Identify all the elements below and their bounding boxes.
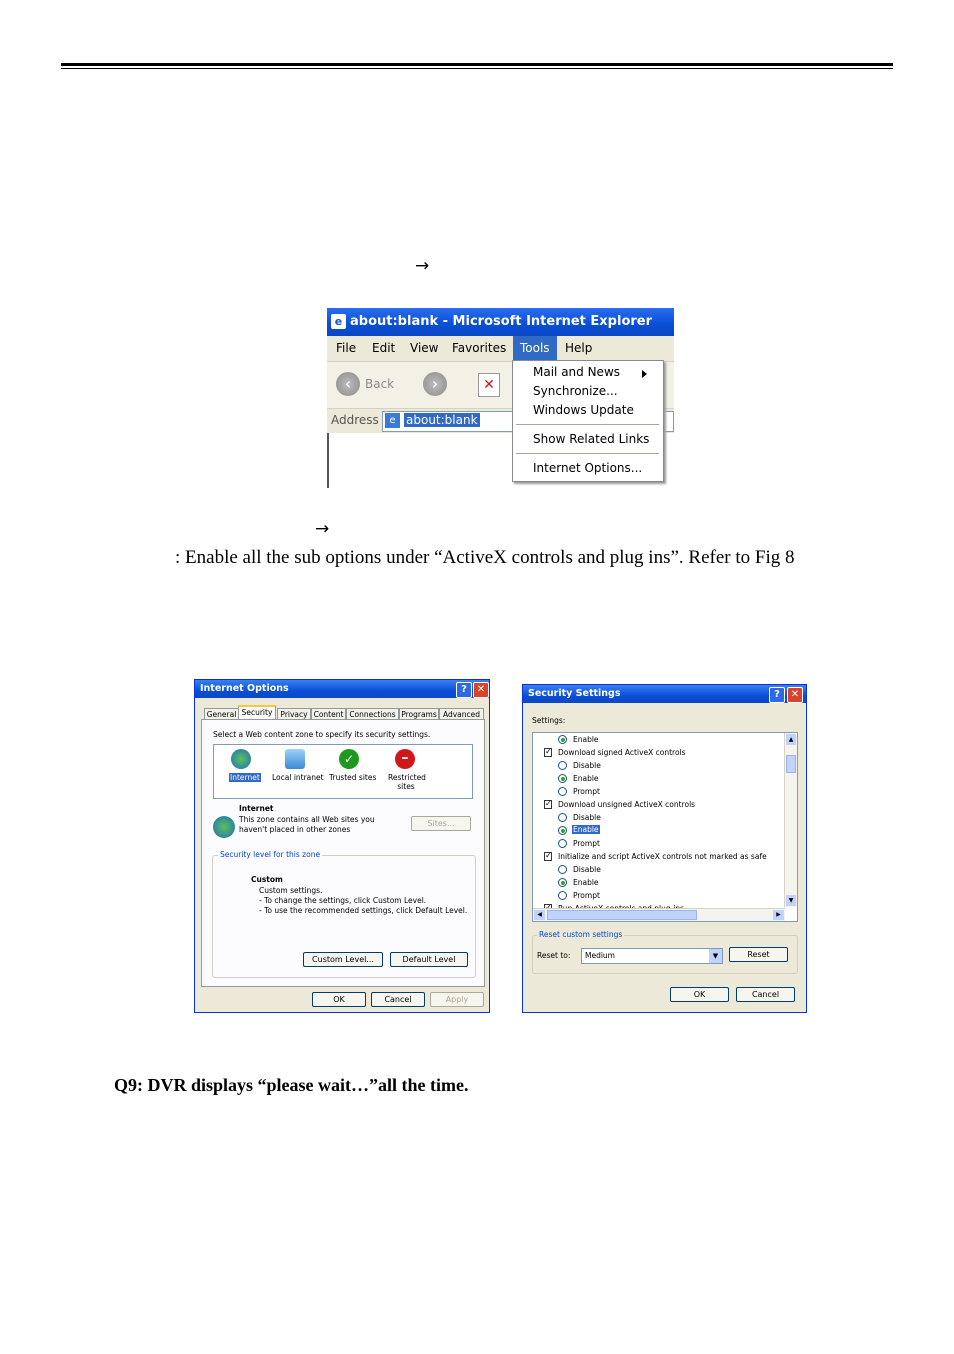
radio-disable[interactable] xyxy=(558,813,567,822)
custom-line1: Custom settings. xyxy=(259,886,323,895)
security-tab-panel xyxy=(201,719,485,987)
opt-prompt: Prompt xyxy=(573,839,600,848)
opt-disable: Disable xyxy=(573,761,601,770)
menu-edit[interactable]: Edit xyxy=(372,341,396,355)
opt-prompt: Prompt xyxy=(573,787,600,796)
zone-internet[interactable]: Internet xyxy=(230,773,260,782)
reset-button[interactable]: Reset xyxy=(729,947,788,962)
opt-enable: Enable xyxy=(573,774,599,783)
radio-enable[interactable] xyxy=(558,774,567,783)
tools-dropdown-menu xyxy=(512,360,664,482)
menu-help[interactable]: Help xyxy=(565,341,593,355)
cancel-button[interactable]: Cancel xyxy=(371,992,425,1007)
header-rule-thin xyxy=(61,68,893,69)
internet-globe-icon[interactable] xyxy=(231,749,251,769)
opt-disable: Disable xyxy=(573,813,601,822)
activex-setting-icon xyxy=(544,748,552,757)
page-icon: e xyxy=(385,413,400,428)
stop-icon[interactable]: ✕ xyxy=(478,373,500,397)
close-icon[interactable]: ✕ xyxy=(787,687,803,703)
security-settings-title-bar xyxy=(523,685,806,703)
tab-security[interactable]: Security xyxy=(238,705,276,721)
ie-page-icon: e xyxy=(331,314,346,329)
menu-item-show-related-links[interactable]: Show Related Links xyxy=(533,432,650,446)
internet-options-dialog xyxy=(194,679,490,1013)
dialog-title: Security Settings xyxy=(528,688,621,699)
menu-view[interactable]: View xyxy=(410,341,439,355)
menu-item-windows-update[interactable]: Windows Update xyxy=(533,403,634,417)
header-rule-thick xyxy=(61,63,893,66)
opt-enable: Enable xyxy=(573,735,599,744)
back-label[interactable]: Back xyxy=(365,377,395,391)
reset-group-label: Reset custom settings xyxy=(539,930,623,939)
opt-prompt: Prompt xyxy=(573,891,600,900)
restricted-sites-icon[interactable]: – xyxy=(395,749,415,769)
opt-enable: Enable xyxy=(573,878,599,887)
sites-button[interactable]: Sites... xyxy=(411,816,471,831)
custom-level-button[interactable]: Custom Level... xyxy=(303,952,383,967)
q9-heading: Q9: DVR displays “please wait…”all the time. xyxy=(114,1075,469,1095)
menu-favorites[interactable]: Favorites xyxy=(452,341,507,355)
tab-advanced[interactable]: Advanced xyxy=(439,708,484,720)
tab-privacy[interactable]: Privacy xyxy=(277,708,311,720)
ie-title-bar xyxy=(327,308,674,336)
reset-to-value: Medium xyxy=(585,951,615,960)
radio-disable[interactable] xyxy=(558,761,567,770)
ok-button[interactable]: OK xyxy=(670,987,729,1002)
security-settings-dialog xyxy=(522,684,807,1013)
arrow-2: → xyxy=(315,519,330,539)
reset-to-select[interactable] xyxy=(581,948,723,964)
activex-setting-icon xyxy=(544,852,552,861)
menu-separator xyxy=(516,453,659,454)
back-arrow-icon[interactable]: ‹ xyxy=(336,372,360,396)
ie-title: about:blank - Microsoft Internet Explorer xyxy=(350,314,653,329)
trusted-sites-check-icon[interactable]: ✓ xyxy=(339,749,359,769)
zone-restricted-sites[interactable]: Restricted sites xyxy=(388,773,426,791)
internet-options-title-bar xyxy=(195,680,489,698)
scroll-right-icon[interactable]: ▶ xyxy=(773,910,784,920)
submenu-arrow-icon xyxy=(642,370,647,378)
group-download-unsigned: Download unsigned ActiveX controls xyxy=(558,800,696,809)
radio-enable[interactable] xyxy=(558,735,567,744)
radio-enable[interactable] xyxy=(558,878,567,887)
tab-content[interactable]: Content xyxy=(311,708,346,720)
scroll-left-icon[interactable]: ◀ xyxy=(534,910,545,920)
group-download-signed: Download signed ActiveX controls xyxy=(558,748,686,757)
close-icon[interactable]: ✕ xyxy=(473,682,489,698)
menu-tools[interactable]: Tools xyxy=(513,336,557,360)
scroll-thumb[interactable] xyxy=(786,755,796,773)
menu-item-label: Mail and News xyxy=(533,365,621,379)
select-zone-text: Select a Web content zone to specify its security settings. xyxy=(213,730,431,739)
zone-heading: Internet xyxy=(239,804,274,813)
scroll-thumb-horizontal[interactable] xyxy=(547,910,697,920)
menu-item-internet-options[interactable]: Internet Options... xyxy=(533,461,643,475)
custom-heading: Custom xyxy=(251,875,283,884)
cancel-button[interactable]: Cancel xyxy=(736,987,795,1002)
arrow-1: → xyxy=(415,256,430,276)
local-intranet-icon[interactable] xyxy=(285,749,305,769)
address-value[interactable]: about:blank xyxy=(406,413,478,427)
radio-prompt[interactable] xyxy=(558,787,567,796)
group-initialize-script: Initialize and script ActiveX controls not marked as safe xyxy=(558,852,767,861)
opt-disable: Disable xyxy=(573,865,601,874)
chevron-down-icon[interactable]: ▼ xyxy=(709,949,722,963)
settings-label: Settings: xyxy=(532,716,566,725)
ie-window-screenshot xyxy=(327,308,674,488)
zone-list[interactable] xyxy=(213,744,473,799)
default-level-button[interactable]: Default Level xyxy=(390,952,468,967)
zone-local-intranet[interactable]: Local intranet xyxy=(272,773,324,782)
help-icon[interactable]: ? xyxy=(769,687,785,703)
menu-file[interactable]: File xyxy=(336,341,357,355)
tab-general[interactable]: General xyxy=(204,708,239,720)
custom-line3: - To use the recommended settings, click Default Level. xyxy=(259,906,468,915)
tab-programs[interactable]: Programs xyxy=(399,708,439,720)
forward-arrow-icon[interactable]: › xyxy=(423,372,447,396)
radio-prompt[interactable] xyxy=(558,839,567,848)
ok-button[interactable]: OK xyxy=(312,992,366,1007)
apply-button[interactable]: Apply xyxy=(430,992,484,1007)
instruction-text: : Enable all the sub options under “ActiveX controls and plug ins”. Refer to Fig 8 xyxy=(175,547,795,568)
opt-enable-selected: Enable xyxy=(573,825,599,834)
activex-setting-icon xyxy=(544,800,552,809)
dialog-title: Internet Options xyxy=(200,683,289,694)
radio-enable[interactable] xyxy=(558,826,567,835)
reset-to-label: Reset to: xyxy=(537,951,571,960)
radio-prompt[interactable] xyxy=(558,891,567,900)
vertical-scrollbar[interactable] xyxy=(784,733,797,907)
radio-disable[interactable] xyxy=(558,865,567,874)
menu-separator xyxy=(516,424,659,425)
zone-desc-line1: This zone contains all Web sites you xyxy=(239,815,375,824)
zone-desc-line2: haven't placed in other zones xyxy=(239,825,351,834)
menu-item-mail-news[interactable] xyxy=(533,365,655,379)
scroll-down-icon[interactable]: ▼ xyxy=(786,895,796,906)
security-level-label: Security level for this zone xyxy=(220,850,321,859)
custom-line2: - To change the settings, click Custom Level. xyxy=(259,896,427,905)
horizontal-scrollbar[interactable] xyxy=(533,908,785,921)
menu-item-synchronize[interactable]: Synchronize... xyxy=(533,384,618,398)
zone-trusted-sites[interactable]: Trusted sites xyxy=(329,773,377,782)
settings-list[interactable] xyxy=(532,732,798,922)
internet-zone-globe-icon xyxy=(213,816,235,838)
ie-menu-bar xyxy=(327,336,674,360)
address-label: Address xyxy=(331,413,379,427)
tab-connections[interactable]: Connections xyxy=(346,708,399,720)
scroll-up-icon[interactable]: ▲ xyxy=(786,734,796,745)
help-icon[interactable]: ? xyxy=(456,682,472,698)
